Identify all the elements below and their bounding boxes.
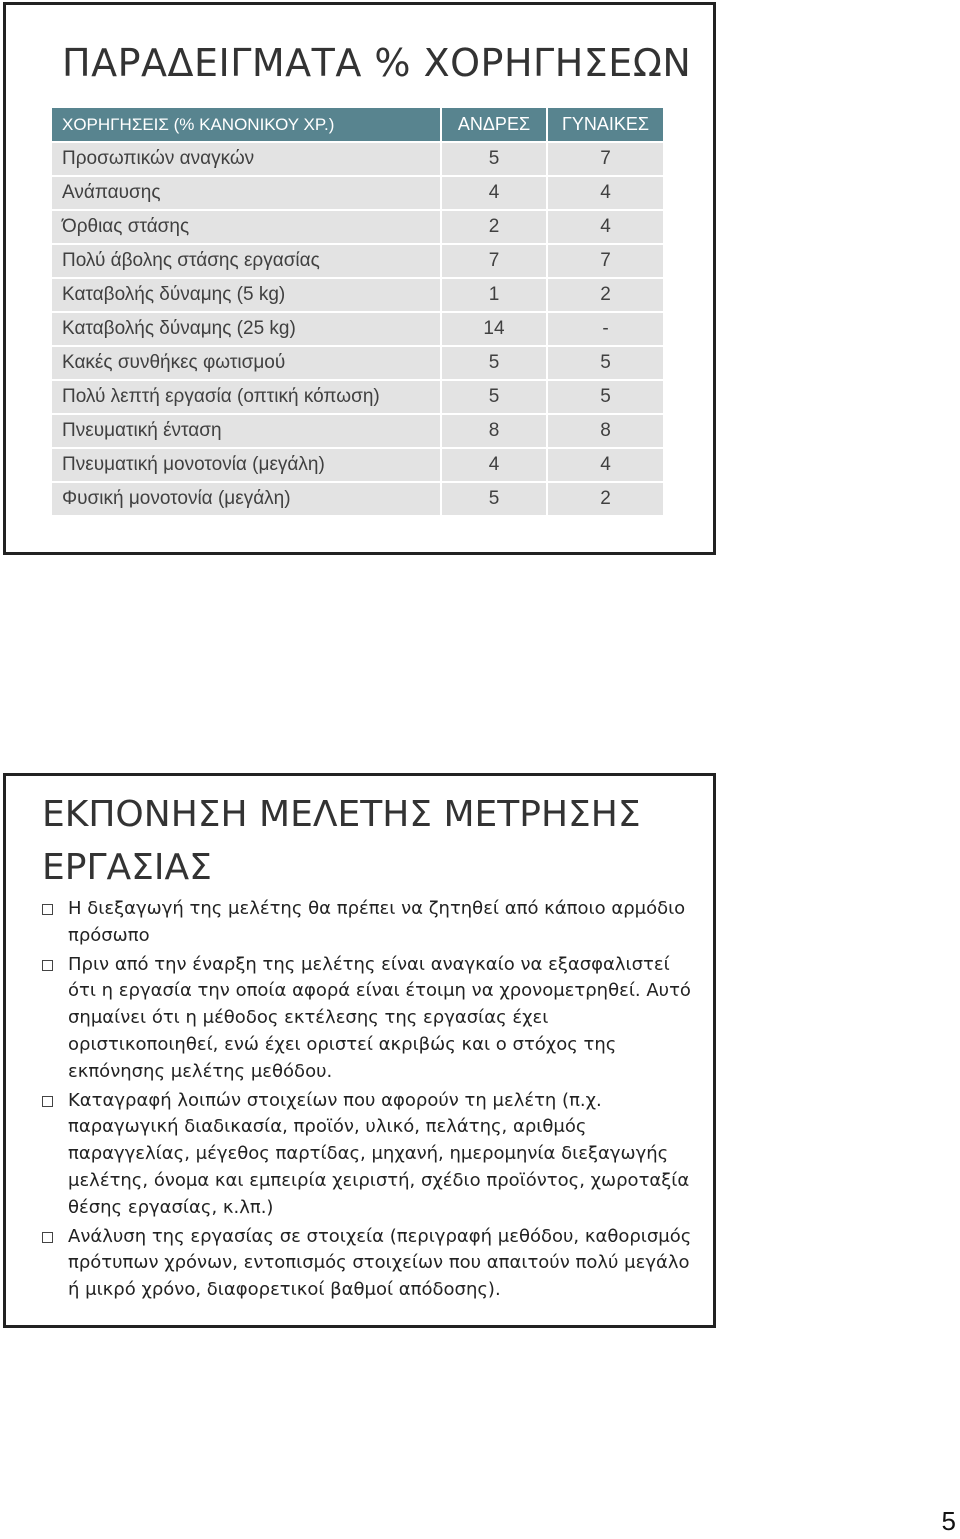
cell-allowance: Όρθιας στάσης bbox=[52, 211, 442, 245]
cell-men: 4 bbox=[442, 449, 548, 483]
table-row bbox=[52, 211, 663, 245]
slide-title: ΠΑΡΑΔΕΙΓΜΑΤΑ % ΧΟΡΗΓΗΣΕΩΝ bbox=[62, 41, 692, 85]
bullet-list bbox=[42, 896, 692, 1306]
table-row bbox=[52, 381, 663, 415]
table-row bbox=[52, 245, 663, 279]
cell-allowance: Καταβολής δύναμης (25 kg) bbox=[52, 313, 442, 347]
square-bullet-icon bbox=[42, 904, 53, 915]
column-header-women: ΓΥΝΑΙΚΕΣ bbox=[548, 108, 663, 143]
cell-allowance: Πνευματική μονοτονία (μεγάλη) bbox=[52, 449, 442, 483]
cell-men: 8 bbox=[442, 415, 548, 449]
cell-men: 1 bbox=[442, 279, 548, 313]
cell-men: 7 bbox=[442, 245, 548, 279]
list-item bbox=[42, 1224, 692, 1304]
cell-women: 8 bbox=[548, 415, 663, 449]
cell-men: 2 bbox=[442, 211, 548, 245]
cell-women: 5 bbox=[548, 347, 663, 381]
bullet-text: Ανάλυση της εργασίας σε στοιχεία (περιγραφή μεθόδου, καθορισμός πρότυπων χρόνων, εντοπισμός στοιχείων που απαιτούν πολύ μεγάλο ή μικρό χρόνο, διαφορετικοί βαθμοί απόδοσης). bbox=[68, 1225, 692, 1301]
cell-allowance: Κακές συνθήκες φωτισμού bbox=[52, 347, 442, 381]
cell-women: 4 bbox=[548, 211, 663, 245]
slide-allowances-examples bbox=[3, 2, 716, 555]
cell-allowance: Πνευματική ένταση bbox=[52, 415, 442, 449]
list-item bbox=[42, 952, 692, 1086]
cell-men: 4 bbox=[442, 177, 548, 211]
square-bullet-icon bbox=[42, 1232, 53, 1243]
cell-men: 5 bbox=[442, 381, 548, 415]
cell-women: 2 bbox=[548, 279, 663, 313]
cell-women: 7 bbox=[548, 143, 663, 177]
bullet-text: Πριν από την έναρξη της μελέτης είναι αναγκαίο να εξασφαλιστεί ότι η εργασία την οποία αφορά είναι έτοιμη να χρονομετρηθεί. Αυτό σημαίνει ότι η μέθοδος εκτέλεσης της εργασίας έχει οριστικοποιηθεί, ενώ έχει οριστεί ακριβώς και ο στόχος της εκπόνησης μελέτης μεθόδου. bbox=[68, 953, 691, 1082]
page-number: 5 bbox=[941, 1506, 956, 1536]
table-row bbox=[52, 483, 663, 517]
cell-women: - bbox=[548, 313, 663, 347]
square-bullet-icon bbox=[42, 1096, 53, 1107]
cell-women: 7 bbox=[548, 245, 663, 279]
cell-allowance: Προσωπικών αναγκών bbox=[52, 143, 442, 177]
cell-men: 5 bbox=[442, 483, 548, 517]
cell-women: 4 bbox=[548, 177, 663, 211]
cell-men: 5 bbox=[442, 143, 548, 177]
cell-allowance: Ανάπαυσης bbox=[52, 177, 442, 211]
column-header-men: ΑΝΔΡΕΣ bbox=[442, 108, 548, 143]
table-row bbox=[52, 177, 663, 211]
table-row bbox=[52, 143, 663, 177]
cell-women: 2 bbox=[548, 483, 663, 517]
cell-allowance: Φυσική μονοτονία (μεγάλη) bbox=[52, 483, 442, 517]
slide-work-measurement-study bbox=[3, 773, 716, 1328]
cell-allowance: Πολύ λεπτή εργασία (οπτική κόπωση) bbox=[52, 381, 442, 415]
cell-allowance: Πολύ άβολης στάσης εργασίας bbox=[52, 245, 442, 279]
list-item bbox=[42, 896, 692, 950]
table-row bbox=[52, 415, 663, 449]
table-row bbox=[52, 279, 663, 313]
slide-title: ΕΚΠΟΝΗΣΗ ΜΕΛΕΤΗΣ ΜΕΤΡΗΣΗΣ ΕΡΓΑΣΙΑΣ bbox=[42, 794, 641, 888]
cell-men: 5 bbox=[442, 347, 548, 381]
table-row bbox=[52, 313, 663, 347]
allowances-table bbox=[52, 108, 663, 517]
cell-allowance: Καταβολής δύναμης (5 kg) bbox=[52, 279, 442, 313]
bullet-text: Καταγραφή λοιπών στοιχείων που αφορούν τη μελέτη (π.χ. παραγωγική διαδικασία, προϊόν, υλικό, πελάτης, αριθμός παραγγελίας, μέγεθος παρτίδας, μηχανή, ημερομηνία διεξαγωγής μελέτης, όνομα και εμπειρία χειριστή, σχέδιο προϊόντος, χωροταξία θέσης εργασίας, κ.λπ.) bbox=[68, 1089, 690, 1218]
table-row bbox=[52, 347, 663, 381]
list-item bbox=[42, 1088, 692, 1222]
table-row bbox=[52, 449, 663, 483]
column-header-allowance: ΧΟΡΗΓΗΣΕΙΣ (% ΚΑΝΟΝΙΚΟΥ ΧΡ.) bbox=[52, 108, 442, 143]
table-header-row bbox=[52, 108, 663, 143]
cell-women: 4 bbox=[548, 449, 663, 483]
cell-men: 14 bbox=[442, 313, 548, 347]
cell-women: 5 bbox=[548, 381, 663, 415]
square-bullet-icon bbox=[42, 960, 53, 971]
bullet-text: Η διεξαγωγή της μελέτης θα πρέπει να ζητηθεί από κάποιο αρμόδιο πρόσωπο bbox=[68, 898, 686, 946]
